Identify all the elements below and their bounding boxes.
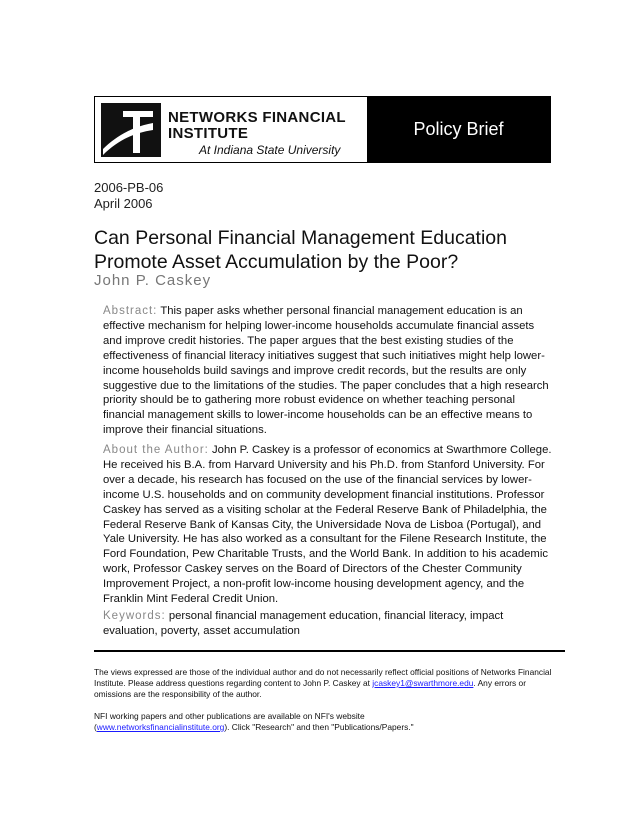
logo-line-2: INSTITUTE xyxy=(168,125,249,142)
website-open-paren: ( xyxy=(94,722,97,732)
paper-code: 2006-PB-06 xyxy=(94,180,164,195)
about-author-label: About the Author: xyxy=(103,444,209,456)
abstract-text: This paper asks whether personal financial management education is an effective mechanism for helping lower-income households accumulate financial assets and improve credit histories. The paper argues that the best existing studies of the effectiveness of financial literacy initiatives suggest that such initiatives might help lower-income households build savings and improve credit records, but the results are only suggestive due to the limitations of the studies. The paper concludes that a high research priority should be to gathering more robust evidence on whether teaching personal financial management skills to lower-income households can be an effective means to improve their financial situations. xyxy=(103,305,549,437)
website-instructions: ). Click "Research" and then "Publications/Papers." xyxy=(224,722,414,732)
nfi-website-text: NFI working papers and other publications are available on NFI's website xyxy=(94,711,365,721)
about-author-text: John P. Caskey is a professor of economics at Swarthmore College. He received his B.A. from Harvard University and his Ph.D. from Stanford University. For over a decade, his research has focused on the use of the financial services by lower-income U.S. households and on community development financial institutions. Professor Caskey has served as a visiting scholar at the Federal Reserve Bank of Philadelphia, the Federal Reserve Bank of Kansas City, the Universidade Nova de Lisboa (Portugal), and Yale University. He has also worked as a consultant for the Filene Research Institute, the Ford Foundation, Pew Charitable Trusts, and the World Bank. In addition to his academic work, Professor Caskey serves on the Board of Directors of the Chester Community Improvement Project, a non-profit low-income housing development agency, and the Franklin Mint Federal Credit Union. xyxy=(103,444,552,606)
keywords-label: Keywords: xyxy=(103,610,166,622)
keywords-section xyxy=(103,609,553,639)
nfi-logo-mark-icon xyxy=(101,103,161,157)
disclaimer-end: . Any errors or omissions are the responsibility of the author. xyxy=(94,678,526,699)
keywords-text: personal financial management education, financial literacy, impact evaluation, poverty, asset accumulation xyxy=(103,610,504,637)
author-email-link[interactable]: jcaskey1@swarthmore.edu xyxy=(372,678,474,688)
paper-author: John P. Caskey xyxy=(94,272,212,289)
policy-brief-header xyxy=(94,96,551,163)
nfi-logo xyxy=(95,97,367,162)
paper-title: Can Personal Financial Management Education Promote Asset Accumulation by the Poor? xyxy=(94,227,507,273)
about-author-section xyxy=(103,443,553,607)
nfi-website-link[interactable]: www.networksfinancialinstitute.org xyxy=(96,722,225,732)
logo-tagline: At Indiana State University xyxy=(199,143,341,157)
disclaimer-text: The views expressed are those of the individual author and do not necessarily reflect official positions of Networks Financial Institute. Please address questions regarding content to John P. Caskey at xyxy=(94,667,552,688)
divider xyxy=(94,650,565,652)
abstract-section xyxy=(103,304,553,438)
disclaimer-note xyxy=(94,667,564,700)
logo-line-1: NETWORKS FINANCIAL xyxy=(168,109,346,126)
abstract-label: Abstract: xyxy=(103,305,158,317)
nfi-website-note xyxy=(94,711,564,733)
policy-brief-label: Policy Brief xyxy=(367,97,550,162)
paper-meta xyxy=(94,180,163,212)
paper-date: April 2006 xyxy=(94,196,153,211)
